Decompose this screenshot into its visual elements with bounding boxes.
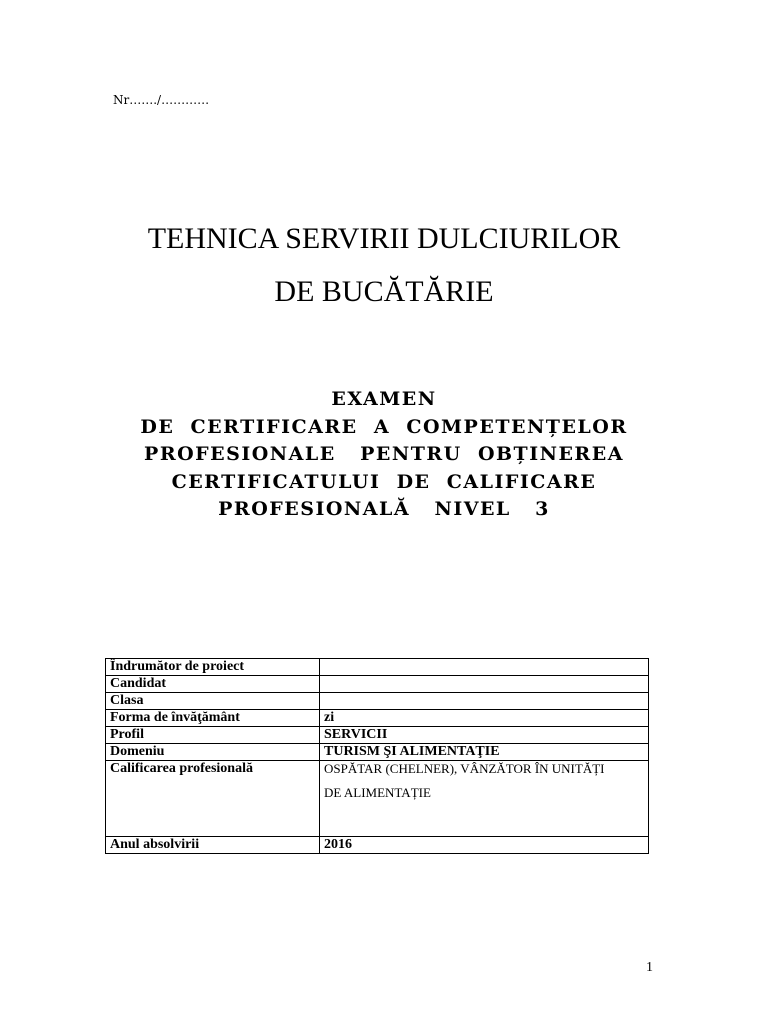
registration-number: Nr……./………… [113,93,210,107]
exam-heading-line: PROFESIONALE PENTRU OBȚINEREA [144,443,624,465]
table-row [106,727,649,744]
row-label-domain: Domeniu [106,744,320,761]
row-value-profile: SERVICII [320,727,649,744]
row-label-graduation-year: Anul absolvirii [106,837,320,854]
row-label-qualification: Calificarea profesională [106,761,320,837]
row-value-advisor [320,659,649,676]
table-row [106,837,649,854]
row-value-study-form: zi [320,710,649,727]
table-row [106,710,649,727]
row-value-candidate [320,676,649,693]
document-title-line-1: TEHNICA SERVIRII DULCIURILOR [147,222,621,255]
candidate-info-table [105,658,649,854]
row-label-study-form: Forma de învăţământ [106,710,320,727]
row-value-class [320,693,649,710]
row-value-qualification [320,761,649,837]
exam-heading [0,386,768,524]
qualification-line-2: DE ALIMENTAȚIE [324,785,431,800]
row-value-domain: TURISM ŞI ALIMENTAŢIE [320,744,649,761]
row-label-class: Clasa [106,693,320,710]
row-label-candidate: Candidat [106,676,320,693]
table-row [106,693,649,710]
exam-heading-line: DE CERTIFICARE A COMPETENȚELOR [140,415,628,438]
row-label-profile: Profil [106,727,320,744]
row-label-advisor: Îndrumător de proiect [106,659,320,676]
table-row [106,676,649,693]
table-row [106,744,649,761]
exam-heading-line: PROFESIONALĂ NIVEL 3 [218,498,550,520]
page-number: 1 [646,960,653,975]
exam-heading-line: EXAMEN [331,388,437,410]
qualification-line-1: OSPĂTAR (CHELNER), VÂNZĂTOR ÎN UNITĂȚI [324,761,605,776]
table-row [106,761,649,837]
row-value-graduation-year: 2016 [320,837,649,854]
exam-heading-line: CERTIFICATULUI DE CALIFICARE [171,470,597,493]
document-title-line-2: DE BUCĂTĂRIE [274,275,494,308]
table-row [106,659,649,676]
